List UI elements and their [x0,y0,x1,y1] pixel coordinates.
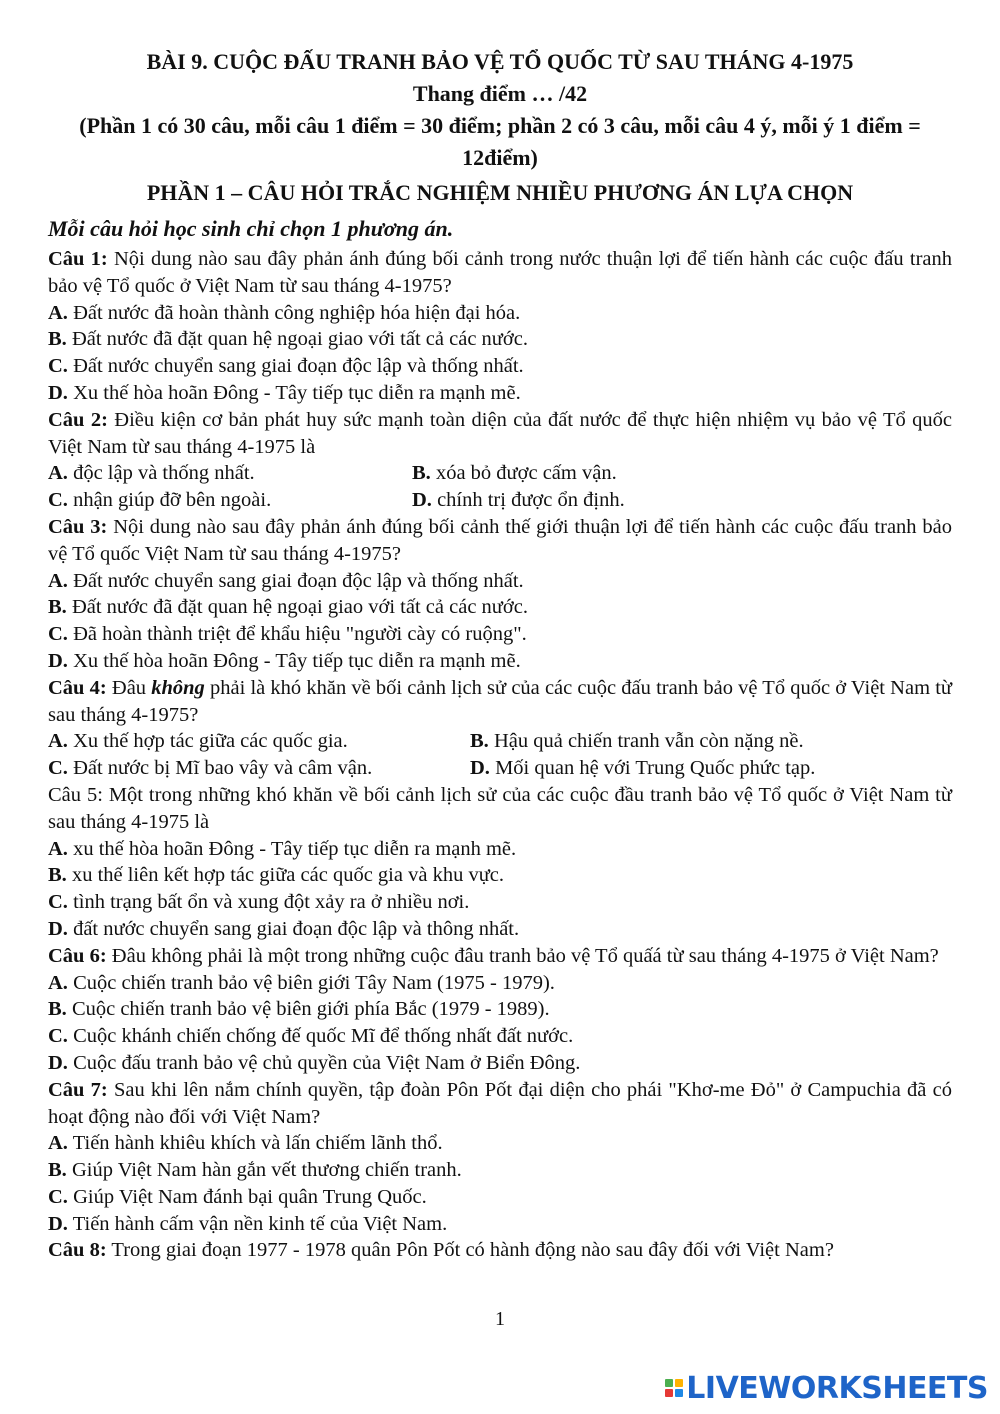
option-a: A. Tiến hành khiêu khích và lấn chiếm lãnh thổ. [48,1132,443,1155]
question-list [48,246,952,1264]
question-text: Đâu [106,676,152,699]
question-label: Câu 6: [48,944,107,967]
question-text: Điều kiện cơ bản phát huy sức mạnh toàn diện của đất nước để thực hiện nhiệm vụ bảo vệ Tổ quốc Việt Nam từ sau tháng 4-1975 là [48,408,952,458]
option-a: A. Đất nước đã hoàn thành công nghiệp hóa hiện đại hóa. [48,301,521,324]
option-row [48,487,952,514]
option-c: C. Cuộc khánh chiến chống đế quốc Mĩ để thống nhất đất nước. [48,1025,574,1048]
question-5 [48,782,952,836]
option-d: D. Tiến hành cấm vận nền kinh tế của Việt Nam. [48,1212,448,1235]
option-row [48,460,952,487]
option-c: C. Đất nước bị Mĩ bao vây và câm vận. [48,757,373,780]
question-text: Đâu không phải là một trong những cuộc đâu tranh bảo vệ Tổ quấá từ sau tháng 4-1975 ở Việt Nam? [106,944,939,967]
question-label: Câu 2: [48,408,108,431]
part-title: PHẦN 1 – CÂU HỎI TRẮC NGHIỆM NHIỀU PHƯƠNG ÁN LỰA CHỌN [146,180,854,205]
option-b: B. Giúp Việt Nam hàn gắn vết thương chiến tranh. [48,1159,462,1182]
option-row [48,755,952,782]
score-note-line-1: (Phần 1 có 30 câu, mỗi câu 1 điểm = 30 điểm; phần 2 có 3 câu, mỗi câu 4 ý, mỗi ý 1 điểm = [79,113,921,138]
question-text: Câu 5: Một trong những khó khăn về bối cảnh lịch sử của các cuộc đầu tranh bảo vệ Tổ quốc ở Việt Nam từ sau tháng 4-1975 là [48,783,952,833]
option-d: D. Xu thế hòa hoãn Đông - Tây tiếp tục diễn ra mạnh mẽ. [48,649,521,672]
option-c: C. nhận giúp đỡ bên ngoài. [48,489,272,512]
option-a: A. Xu thế hợp tác giữa các quốc gia. [48,730,348,753]
question-text: Nội dung nào sau đây phản ánh đúng bối cảnh thế giới thuận lợi để tiến hành các cuộc đấu tranh bảo vệ Tổ quốc Việt Nam từ sau tháng 4-1975? [48,515,952,565]
instruction: Mỗi câu hỏi học sinh chỉ chọn 1 phương án. [48,216,454,241]
option-a: A. độc lập và thống nhất. [48,462,255,485]
option-a: A. Đất nước chuyển sang giai đoạn độc lập và thống nhất. [48,569,524,592]
question-6 [48,943,952,970]
score-note [48,110,952,174]
question-emphasis: không [151,676,205,699]
option-c: C. Đã hoàn thành triệt để khẩu hiệu "người cày có ruộng". [48,623,527,646]
option-d: D. Xu thế hòa hoãn Đông - Tây tiếp tục diễn ra mạnh mẽ. [48,381,521,404]
option-c: C. tình trạng bất ổn và xung đột xảy ra ở nhiều nơi. [48,891,470,914]
logo-square [665,1379,673,1387]
question-text: Nội dung nào sau đây phản ánh đúng bối cảnh trong nước thuận lợi để tiến hành các cuộc đấu tranh bảo vệ Tổ quốc ở Việt Nam từ sau tháng 4-1975? [48,248,952,297]
question-1 [48,246,952,300]
question-text: Trong giai đoạn 1977 - 1978 quân Pôn Pốt có hành động nào sau đây đối với Việt Nam? [106,1239,834,1262]
option-d: D. Cuộc đấu tranh bảo vệ chủ quyền của Việt Nam ở Biển Đông. [48,1051,581,1074]
logo-square [665,1389,673,1397]
page-number: 1 [495,1308,505,1330]
logo-square [675,1389,683,1397]
option-b: B. Đất nước đã đặt quan hệ ngoại giao với tất cả các nước. [48,328,528,351]
logo-squares-icon [665,1379,683,1397]
question-3 [48,514,952,568]
option-d: D. Mối quan hệ với Trung Quốc phức tạp. [470,757,816,780]
question-label: Câu 7: [48,1078,108,1101]
score-line: Thang điểm … /42 [412,81,588,106]
question-label: Câu 4: [48,676,107,699]
score-note-line-2: 12điểm) [462,145,538,170]
option-c: C. Giúp Việt Nam đánh bại quân Trung Quốc. [48,1185,427,1208]
option-a: A. Cuộc chiến tranh bảo vệ biên giới Tây Nam (1975 - 1979). [48,971,555,994]
option-a: A. xu thế hòa hoãn Đông - Tây tiếp tục diễn ra mạnh mẽ. [48,837,517,860]
question-text: Sau khi lên nắm chính quyền, tập đoàn Pôn Pốt đại diện cho phái "Khơ-me Đỏ" ở Campuchia đã có hoạt động nào đối với Việt Nam? [48,1078,952,1128]
page-title: BÀI 9. CUỘC ĐẤU TRANH BẢO VỆ TỔ QUỐC TỪ SAU THÁNG 4-1975 [146,49,854,74]
logo-square [675,1379,683,1387]
option-d: D. chính trị được ổn định. [412,489,625,512]
question-label: Câu 1: [48,248,108,270]
question-2 [48,407,952,461]
option-b: B. xu thế liên kết hợp tác giữa các quốc gia và khu vực. [48,864,505,887]
option-b: B. Đất nước đã đặt quan hệ ngoại giao với tất cả các nước. [48,596,528,619]
question-label: Câu 8: [48,1239,107,1262]
brand-name: LIVEWORKSHEETS [686,1370,988,1406]
option-b: B. Cuộc chiến tranh bảo vệ biên giới phía Bắc (1979 - 1989). [48,998,550,1021]
option-b: B. xóa bỏ được cấm vận. [412,462,617,485]
question-8 [48,1237,952,1264]
option-d: D. đất nước chuyển sang giai đoạn độc lập và thông nhất. [48,917,520,940]
option-row [48,728,952,755]
question-4 [48,675,952,729]
option-b: B. Hậu quả chiến tranh vẫn còn nặng nề. [470,730,804,753]
question-7 [48,1077,952,1131]
worksheet-page [48,46,952,1264]
liveworksheets-logo [665,1371,988,1405]
question-label: Câu 3: [48,515,108,538]
option-c: C. Đất nước chuyển sang giai đoạn độc lập và thống nhất. [48,355,524,378]
question-text: phải là khó khăn về bối cảnh lịch sử của các cuộc đấu tranh bảo vệ Tổ quốc ở Việt Nam từ sau tháng 4-1975? [48,676,952,726]
